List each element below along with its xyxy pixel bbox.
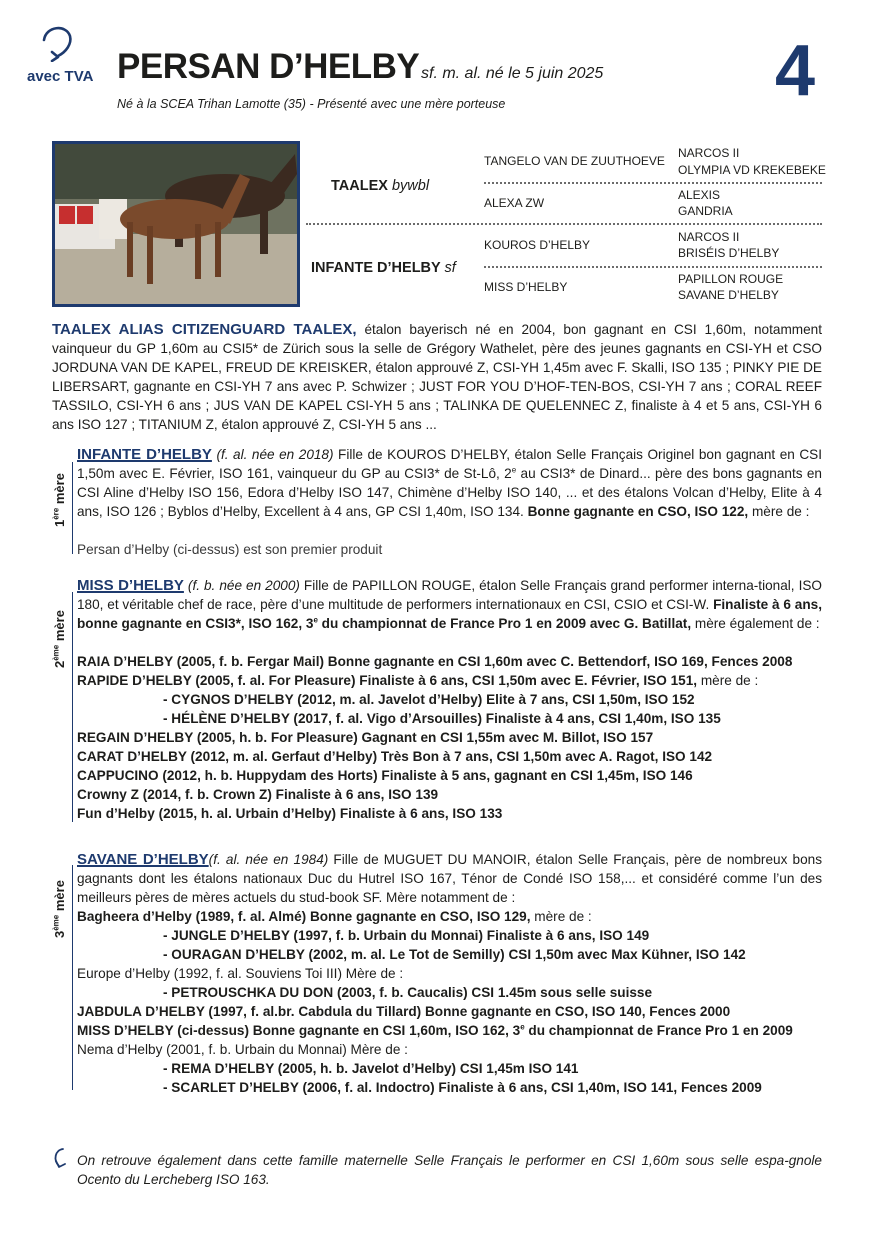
list-item: - JUNGLE D’HELBY (1997, f. b. Urbain du Monnai) Finaliste à 6 ans, ISO 149 — [163, 928, 650, 943]
sire-text: étalon bayerisch né en 2004, bon gagnant en CSI 1,60m, notamment vainqueur du GP 1,60m au CSI5* de Zürich sous la selle de Grégory Wathelet, père des jeunes gagnants en CSI-YH et CSO JORDUNA VAN DE KAPEL, FREUD DE KREISKER, étalon approuvé Z, CSI-YH 1,45m avec F. Skalli, ISO 135 ; PINKY PIE DE LIBERSART, gagnante en CSI-YH 7 ans avec P. Schwizer ; JUST FOR YOU D’HOF-TEN-BOS, CSI-YH 7 ans ; CORAL REEF TASSILO, CSI-YH 6 ans ; JUS VAN DE KAPEL CSI-YH 5 ans ; TALINKA DE QUELENNEC Z, finaliste à 4 et 5 ans, CSI-YH 6 ans ISO 127 ; TITANIUM Z, étalon approuvé Z, CSI-YH 5 ans ... — [52, 322, 822, 432]
mere2-list — [77, 652, 822, 823]
list-item: - REMA D’HELBY (2005, h. b. Javelot d’Helby) CSI 1,45m ISO 141 — [163, 1061, 579, 1076]
pedigree-dd: MISS D’HELBY — [484, 280, 568, 294]
list-item: Nema d’Helby (2001, f. b. Urbain du Monnai) Mère de : — [77, 1042, 408, 1057]
list-item: CARAT D’HELBY (2012, m. al. Gerfaut d’Helby) Très Bon à 7 ans, CSI 1,50m avec A. Ragot, ISO 142 — [77, 749, 713, 764]
pedigree-dam: INFANTE D’HELBY sf — [311, 260, 456, 276]
list-item: JABDULA D’HELBY (1997, f. al.br. Cabdula du Tillard) Bonne gagnante en CSO, ISO 140, Fences 2000 — [77, 1004, 731, 1019]
pedigree-divider — [306, 223, 822, 225]
list-item: REGAIN D’HELBY (2005, h. b. For Pleasure) Gagnant en CSI 1,55m avec M. Billot, ISO 157 — [77, 730, 654, 745]
pedigree-sire: TAALEX bywbl — [331, 178, 430, 194]
mere2-paragraph: MISS D’HELBY (f. b. née en 2000) Fille de PAPILLON ROUGE, étalon Selle Français grand performer interna-tional, ISO 180, et véritable chef de race, père d’une multitude de performers internationaux en CSI, CSIO et CSI-W. Finaliste à 6 ans, bonne gagnante en CSI3*, ISO 162, 3e du championnat de France Pro 1 en 2009 avec G. Batillat, mère également de : — [77, 577, 823, 631]
pedigree-dsd: BRISÉIS D’HELBY — [678, 246, 780, 260]
list-item: - CYGNOS D’HELBY (2012, m. al. Javelot d’Helby) Elite à 7 ans, CSI 1,50m, ISO 152 — [163, 692, 695, 707]
pedigree-divider — [484, 182, 822, 184]
pedigree-ddd: SAVANE D’HELBY — [678, 288, 779, 302]
pedigree-sss: NARCOS II — [678, 146, 740, 160]
mere1-product: Persan d’Helby (ci-dessus) est son premier produit — [77, 542, 383, 557]
hook-arrow-icon — [51, 1146, 73, 1170]
origin-line: Né à la SCEA Trihan Lamotte (35) - Présenté avec une mère porteuse — [117, 97, 506, 111]
pedigree-sd: ALEXA ZW — [484, 196, 545, 210]
mere3-name: SAVANE D’HELBY — [77, 851, 209, 868]
mere1-label: 1ère mère — [51, 473, 67, 527]
lot-number: 4 — [775, 31, 816, 111]
sire-paragraph — [52, 320, 822, 434]
mere3-paragraph: SAVANE D’HELBY(f. al. née en 1984) Fille de MUGUET DU MANOIR, étalon Selle Français, père de nombreux bons gagnants dont les étalons nationaux Duc du Hutrel ISO 167, Ténor de Condé ISO 158,... et considéré comme l’un des meilleurs pères de mères actuels du stud-book SF. Mère notamment de : — [77, 851, 822, 905]
mere1-bar — [72, 462, 73, 554]
mere2-bar — [72, 592, 73, 822]
pedigree-ss: TANGELO VAN DE ZUUTHOEVE — [484, 154, 665, 168]
horse-subtitle: sf. m. al. né le 5 juin 2025 — [421, 65, 604, 82]
tva-label: avec TVA — [27, 68, 94, 85]
pedigree-ds: KOUROS D’HELBY — [484, 238, 591, 252]
list-item: RAIA D’HELBY (2005, f. b. Fergar Mail) Bonne gagnante en CSI 1,60m avec C. Bettendorf, ISO 169, Fences 2008 — [77, 654, 793, 669]
list-item: - PETROUSCHKA DU DON (2003, f. b. Caucalis) CSI 1.45m sous selle suisse — [163, 985, 653, 1000]
pedigree-sdd: GANDRIA — [678, 204, 733, 218]
mere1-paragraph: INFANTE D’HELBY (f. al. née en 2018) Fille de KOUROS D’HELBY, étalon Selle Français Originel bon gagnant en CSI 1,50m avec E. Février, ISO 161, vainqueur du GP au CSI3* de St-Lô, 2e au CSI3* de Dinard... père des bons gagnants en CSI Aline d’Helby ISO 156, Edora d’Helby ISO 147, Chimène d’Helby ISO 140, ... et des étalons Volcan d’Helby, Elite à 4 ans, ISO 126 ; Byblos d’Helby, Excellent à 4 ans, GP CSI 1,40m, ISO 134. Bonne gagnante en CSO, ISO 122, mère de : — [77, 446, 822, 519]
mere3-list — [77, 907, 822, 1097]
list-item: - OURAGAN D’HELBY (2002, m. al. Le Tot de Semilly) CSI 1,50m avec Max Kühner, ISO 142 — [163, 947, 746, 962]
mere3-bar — [72, 865, 73, 1090]
mere1-name: INFANTE D’HELBY — [77, 446, 212, 463]
pedigree-dss: NARCOS II — [678, 230, 740, 244]
footer-note: On retrouve également dans cette famille maternelle Selle Français le performer en CSI 1,60m sous selle espa-gnole Ocento du Lercheberg ISO 163. — [77, 1153, 822, 1187]
sire-title: TAALEX ALIAS CITIZENGUARD TAALEX, — [52, 321, 357, 338]
mere2-name: MISS D’HELBY — [77, 577, 184, 594]
pedigree-ssd: OLYMPIA VD KREKEBEKE — [678, 163, 826, 177]
pedigree-sds: ALEXIS — [678, 188, 721, 202]
pedigree-divider — [484, 266, 822, 268]
horse-photo — [52, 141, 300, 307]
list-item: RAPIDE D’HELBY (2005, f. al. For Pleasure) Finaliste à 6 ans, CSI 1,50m avec E. Février, ISO 151, mère de : — [77, 673, 759, 688]
list-item: - SCARLET D’HELBY (2006, f. al. Indoctro) Finaliste à 6 ans, CSI 1,40m, ISO 141, Fences 2009 — [163, 1080, 762, 1095]
curved-arrow-icon — [40, 22, 74, 62]
mere3-label: 3ème mère — [51, 880, 67, 938]
list-item: - HÉLÈNE D’HELBY (2017, f. al. Vigo d’Arsouilles) Finaliste à 4 ans, CSI 1,40m, ISO 135 — [163, 711, 721, 726]
pedigree-dds: PAPILLON ROUGE — [678, 272, 784, 286]
list-item: MISS D’HELBY (ci-dessus) Bonne gagnante en CSI 1,60m, ISO 162, 3e du championnat de France Pro 1 en 2009 — [77, 1022, 793, 1038]
list-item: Europe d’Helby (1992, f. al. Souviens Toi III) Mère de : — [77, 966, 404, 981]
list-item: Bagheera d’Helby (1989, f. al. Almé) Bonne gagnante en CSO, ISO 129, mère de : — [77, 909, 592, 924]
horse-name: PERSAN D’HELBY — [117, 47, 420, 86]
list-item: Crowny Z (2014, f. b. Crown Z) Finaliste à 6 ans, ISO 139 — [77, 787, 439, 802]
list-item: CAPPUCINO (2012, h. b. Huppydam des Horts) Finaliste à 5 ans, gagnant en CSI 1,45m, ISO 146 — [77, 768, 693, 783]
mere2-label: 2ème mère — [51, 610, 67, 668]
list-item: Fun d’Helby (2015, h. al. Urbain d’Helby) Finaliste à 6 ans, ISO 133 — [77, 806, 503, 821]
